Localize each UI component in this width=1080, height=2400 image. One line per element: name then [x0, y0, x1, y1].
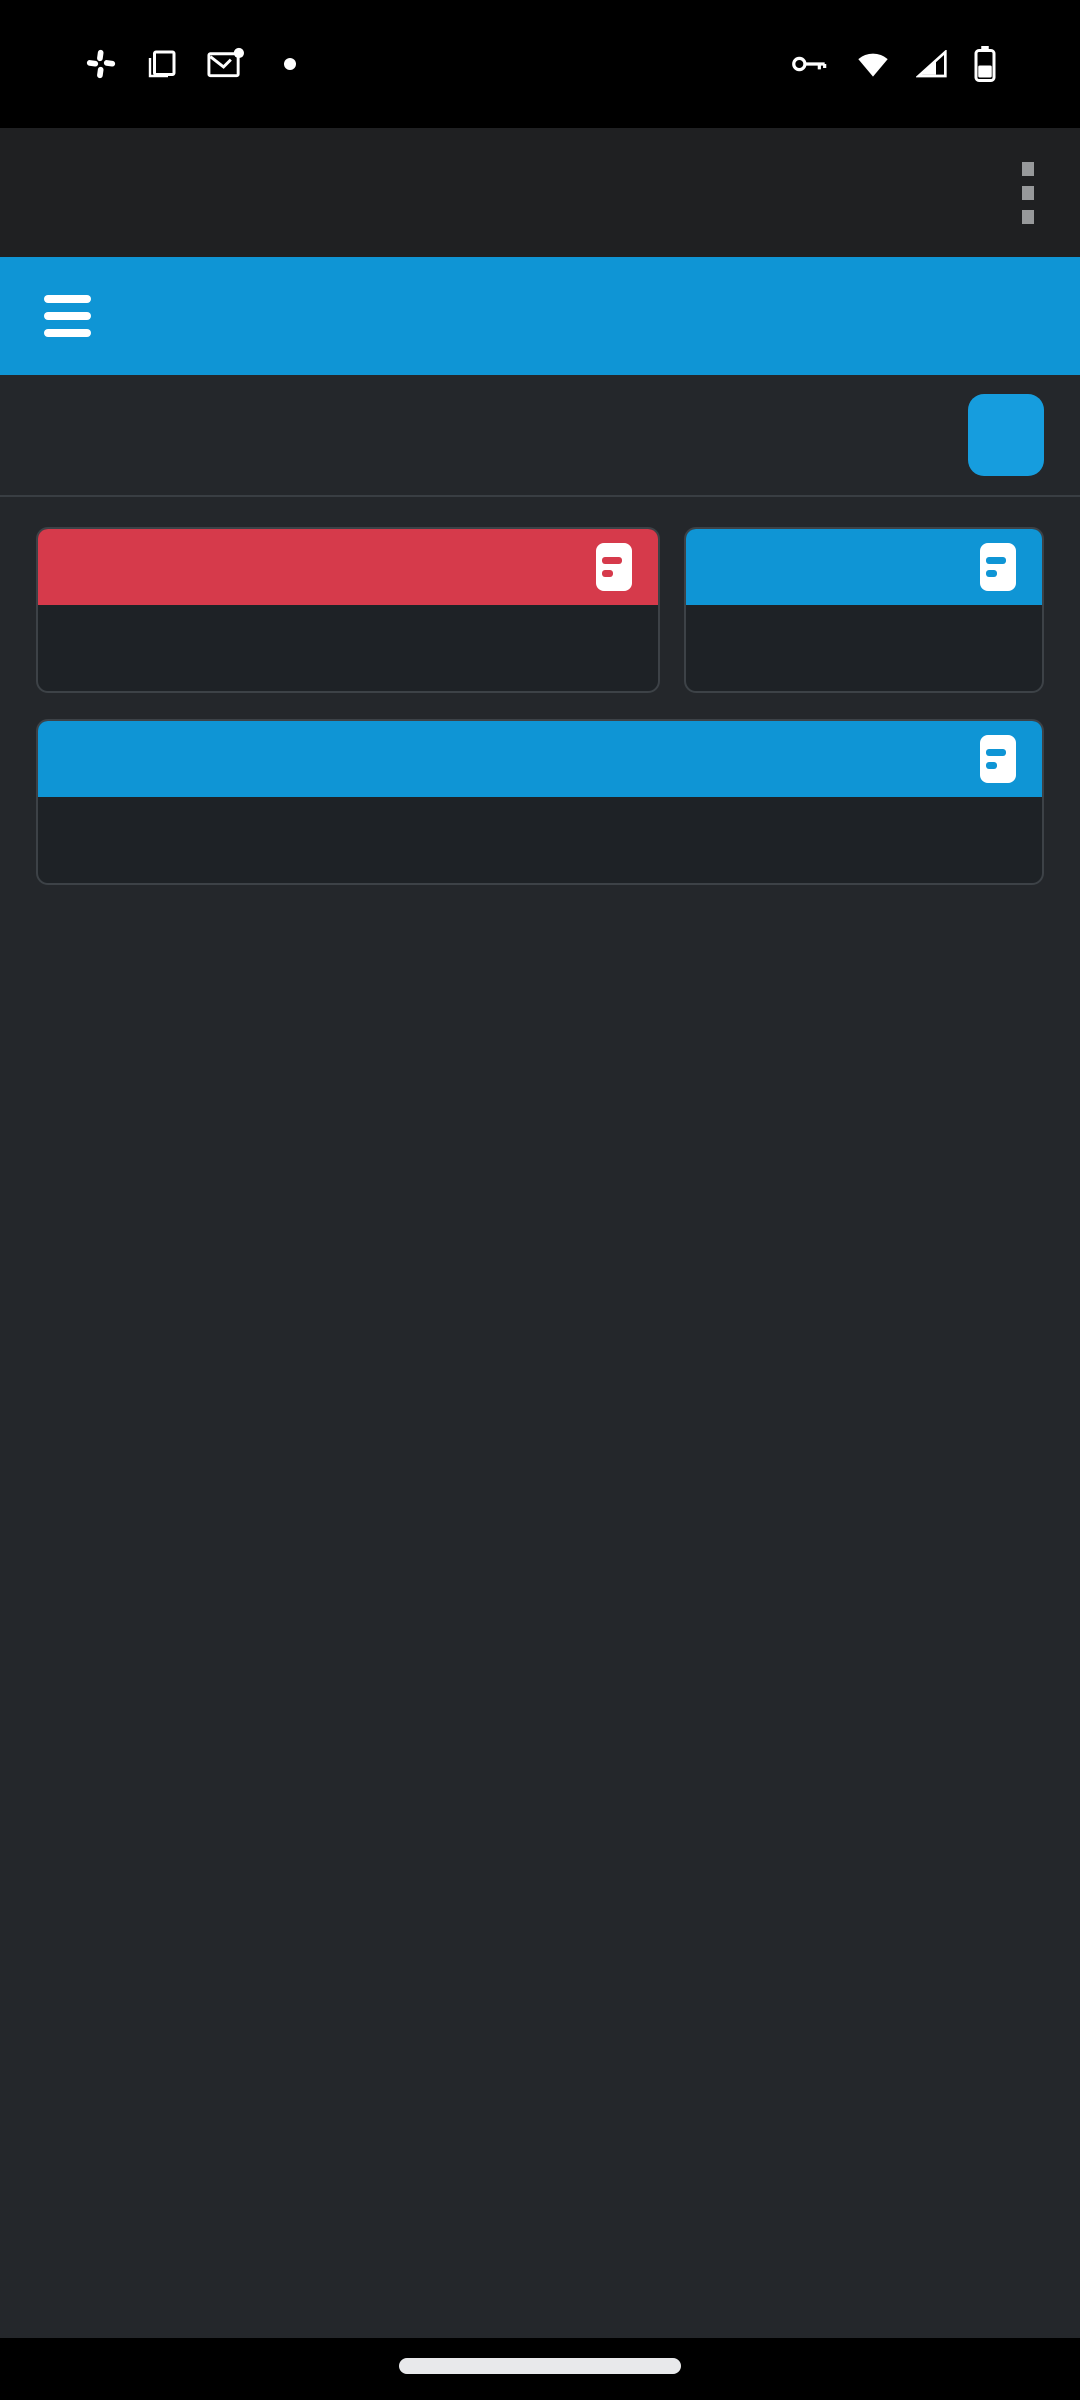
battery-icon — [974, 46, 996, 82]
hamburger-menu-icon[interactable] — [40, 291, 95, 341]
basta-varugrupp-card[interactable] — [36, 719, 1044, 885]
note-icon — [596, 543, 632, 591]
basta-varugrupp-header — [38, 721, 1042, 797]
dokumentko-card-header — [38, 529, 658, 605]
cellular-signal-icon — [916, 50, 948, 78]
status-bar — [0, 0, 1080, 128]
dokumentko-body — [38, 605, 658, 691]
basta-varugrupp-body — [38, 797, 1042, 883]
main-header — [0, 257, 1080, 375]
snittkop-card-header — [686, 529, 1042, 605]
note-icon — [980, 735, 1016, 783]
cards-row — [36, 527, 1044, 693]
page-head — [0, 375, 1080, 497]
snittkop-body — [686, 605, 1042, 691]
home-pill-handle[interactable] — [399, 2358, 681, 2374]
note-icon — [980, 543, 1016, 591]
mail-icon — [206, 47, 244, 81]
slack-icon — [84, 47, 118, 81]
notification-dot-icon — [284, 58, 296, 70]
dokumentko-card[interactable] — [36, 527, 660, 693]
screenshot-icon — [144, 46, 180, 82]
key-icon — [790, 50, 830, 78]
snittkop-card[interactable] — [684, 527, 1044, 693]
help-button[interactable] — [968, 394, 1044, 476]
app-bar — [0, 128, 1080, 257]
wifi-icon — [856, 50, 890, 78]
overflow-menu-icon[interactable] — [1012, 156, 1044, 230]
gesture-nav-bar — [0, 2338, 1080, 2400]
